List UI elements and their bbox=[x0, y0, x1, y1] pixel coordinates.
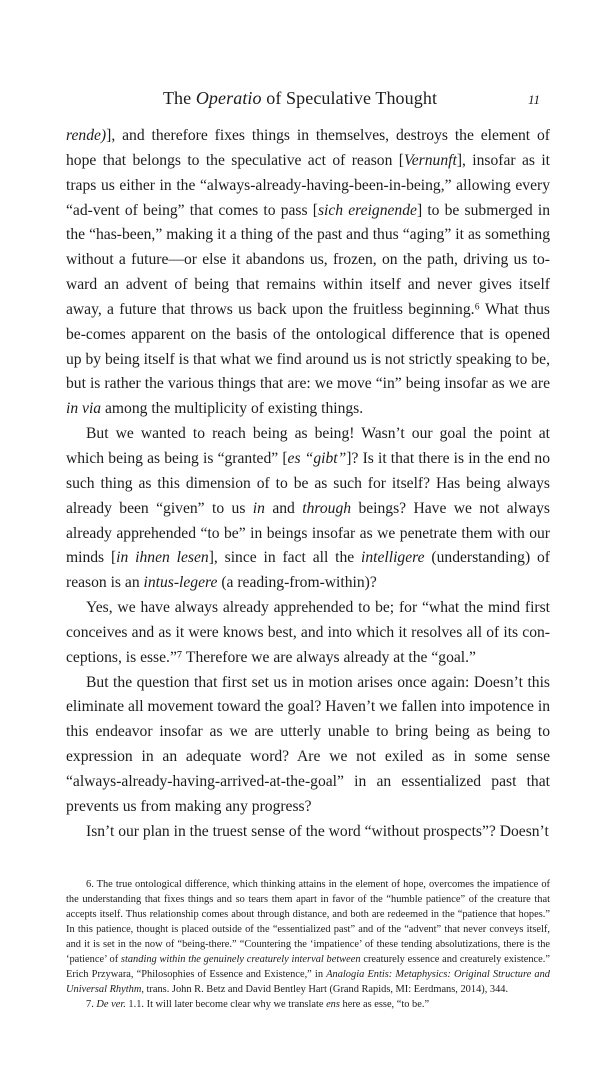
text-run: here as esse, “to be.” bbox=[339, 999, 430, 1010]
text-run: ], insofar as it traps us either in the “always-already-having-been-in-being,” allowing every “ad-vent of being” that comes to pass [ bbox=[66, 151, 550, 219]
text-run: (a reading-from-within)? bbox=[217, 574, 377, 592]
running-head-title-part: of Speculative Thought bbox=[261, 88, 438, 108]
text-run: among the multiplicity of existing things. bbox=[101, 400, 364, 418]
text-run: 1.1. It will later become clear why we translate bbox=[125, 999, 327, 1010]
text-run: and bbox=[264, 499, 303, 517]
footnote bbox=[66, 997, 550, 1012]
text-run: Isn’t our plan in the truest sense of the word “without prospects”? Doesn’t bbox=[86, 822, 549, 840]
text-run: ], since in fact all the bbox=[208, 549, 362, 567]
text-run: 7. bbox=[86, 999, 97, 1010]
page-number: 11 bbox=[527, 92, 540, 107]
italic-text: in ihnen lesen bbox=[116, 549, 209, 567]
running-head-title-italic: Operatio bbox=[195, 88, 262, 108]
paragraph bbox=[66, 124, 550, 422]
text-run: beings? Have we not always already apprehended “to be” in beings insofar as we penetrate them with our minds [ bbox=[66, 499, 550, 567]
italic-text: standing within the genuinely creaturely interval between bbox=[120, 954, 361, 965]
text-run: ]? Is it that there is in the end no such thing as this dimension of to be as such for itself? Has being always already been “given” to us bbox=[66, 449, 550, 517]
paragraph bbox=[66, 596, 550, 671]
body-text bbox=[66, 124, 550, 844]
paragraph bbox=[66, 422, 550, 596]
italic-text: in via bbox=[66, 400, 102, 418]
footnotes bbox=[66, 877, 550, 1012]
text-run: But we wanted to reach being as being! Wasn’t our goal the point at which being as being is “granted” [ bbox=[66, 425, 550, 467]
italic-text: es “gibt” bbox=[287, 449, 347, 467]
text-run: , trans. John R. Betz and David Bentley Hart (Grand Rapids, MI: Eerdmans, 2014), 344. bbox=[141, 984, 509, 995]
text-run: (understanding) of reason is an bbox=[66, 549, 550, 592]
text-run: 6. The true ontological difference, which thinking attains in the element of hope, overcomes the impatience of the understanding that fixes things and so tears them apart in favor of the “humble patience” of the creature that accepts itself. Thus relationship comes about through distance, and both are redeemed in the “patience that hopes.” In this patience, thought is placed outside of the “essentialized past” and of the “advent” that never conveys itself, and it is set in the now of “being-there.” “Countering the ‘impatience’ of these tending absolutizations, there is the ‘patience’ of bbox=[66, 879, 550, 965]
italic-text: De ver. bbox=[96, 999, 126, 1010]
text-run: Yes, we have always already apprehended to be; for “what the mind first conceives and as it were knows best, and into which it resolves all of its con-ceptions, is esse.”⁷ Therefore we are always already at the “goal.” bbox=[66, 599, 550, 666]
italic-text: sich ereignende bbox=[317, 201, 417, 219]
italic-text: intus-legere bbox=[143, 574, 218, 592]
text-run: ] to be submerged in the “has-been,” making it a thing of the past and thus “aging” it as something without a future—or else it abandons us, frozen, on the path, driving us to-ward an advent of being that remains within itself and never gives itself away, a future that throws us back upon the fruitless beginning.⁶ What thus be-comes apparent on the basis of the ontological difference that is opened up by being itself is that what we find around us is not strictly speaking to be, but is rather the various things that are: we move “in” being insofar as we are bbox=[66, 201, 550, 393]
text-run: But the question that first set us in motion arises once again: Doesn’t this eliminate all movement toward the goal? Haven’t we fallen into impotence in this endeavor insofar as we are utterly unable to bring being as being to expression in an adequate word? Are we not exiled as in some sense “always-already-having-arrived-at-the-goal” in an essentialized past that prevents us from making any progress? bbox=[66, 673, 550, 815]
italic-text: Vernunft bbox=[403, 151, 457, 169]
italic-text: in bbox=[252, 499, 265, 517]
running-head bbox=[0, 88, 600, 112]
paragraph bbox=[66, 820, 550, 845]
italic-text: Analogia Entis: Metaphysics: Original Structure and Universal Rhythm bbox=[66, 969, 550, 995]
italic-text: intelligere bbox=[361, 549, 425, 567]
italic-text: through bbox=[302, 499, 352, 517]
paragraph bbox=[66, 671, 550, 820]
italic-text: ens bbox=[326, 999, 340, 1010]
italic-text: rende) bbox=[66, 127, 107, 144]
running-head-title bbox=[0, 88, 600, 109]
text-run: ], and therefore fixes things in themselves, destroys the element of hope that belongs to the speculative act of reason [ bbox=[66, 127, 550, 169]
running-head-title-part: The bbox=[162, 88, 196, 108]
footnote bbox=[66, 877, 550, 997]
text-run: creaturely essence and creaturely existence.” Erich Przywara, “Philosophies of Essence and Existence,” in bbox=[66, 954, 550, 980]
